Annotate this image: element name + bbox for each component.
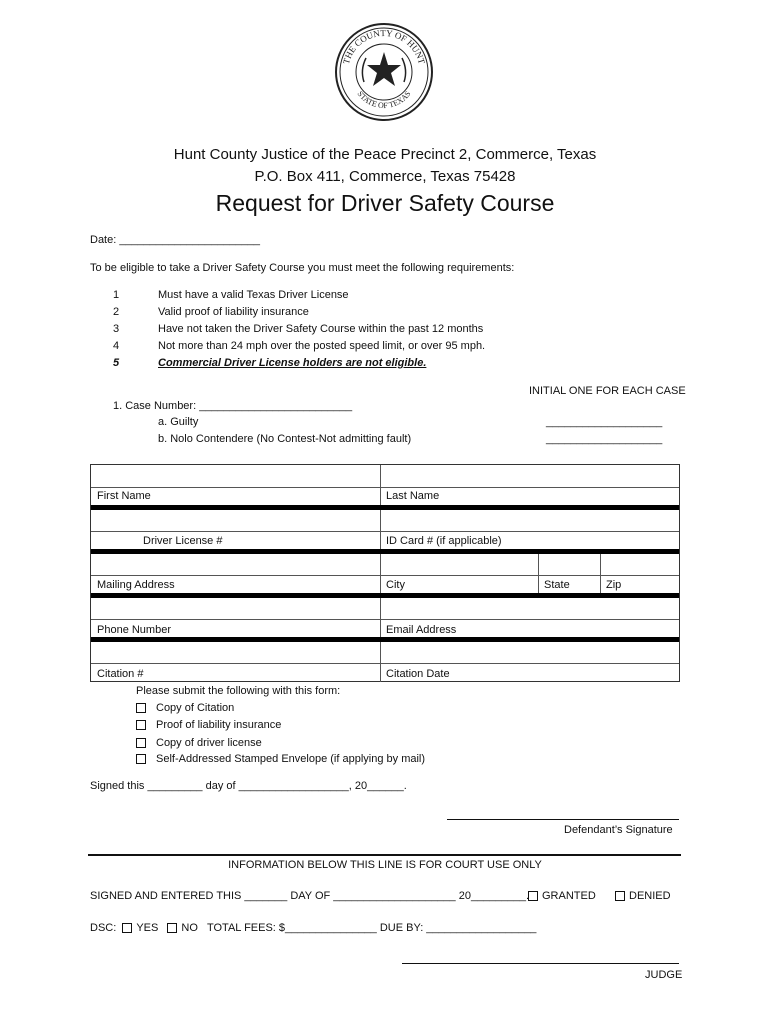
checkbox-icon[interactable] bbox=[136, 754, 146, 764]
granted-option: GRANTED bbox=[528, 890, 596, 902]
checkbox-icon[interactable] bbox=[136, 738, 146, 748]
checkbox-icon[interactable] bbox=[528, 891, 538, 901]
checklist-item: Copy of driver license bbox=[136, 737, 262, 749]
req-text: Commercial Driver License holders are not eligible. bbox=[158, 357, 427, 369]
mailing-address-label: Mailing Address bbox=[97, 579, 175, 591]
req-num: 4 bbox=[113, 340, 120, 352]
phone-label: Phone Number bbox=[97, 624, 171, 636]
court-use-heading: INFORMATION BELOW THIS LINE IS FOR COURT USE ONLY bbox=[228, 859, 542, 871]
req-num: 2 bbox=[113, 306, 120, 318]
id-card-label: ID Card # (if applicable) bbox=[386, 535, 502, 547]
checkbox-icon[interactable] bbox=[167, 923, 177, 933]
denied-option: DENIED bbox=[615, 890, 671, 902]
email-label: Email Address bbox=[386, 624, 457, 636]
driver-license-label: Driver License # bbox=[143, 535, 223, 547]
defendant-signature-label: Defendant’s Signature bbox=[564, 824, 673, 836]
city-label: City bbox=[386, 579, 405, 591]
judge-label: JUDGE bbox=[645, 969, 683, 981]
case-number-field[interactable]: 1. Case Number: _________________________ bbox=[113, 400, 353, 412]
req-text: Valid proof of liability insurance bbox=[158, 306, 309, 318]
zip-label: Zip bbox=[606, 579, 622, 591]
signed-entered-line[interactable]: SIGNED AND ENTERED THIS _______ DAY OF ____________________ 20_________. bbox=[90, 890, 530, 902]
checkbox-icon[interactable] bbox=[136, 703, 146, 713]
total-fees-field[interactable]: TOTAL FEES: $_______________ DUE BY: __________________ bbox=[206, 922, 537, 934]
svg-text:STATE OF TEXAS: STATE OF TEXAS bbox=[355, 89, 413, 111]
checklist-item: Copy of Citation bbox=[136, 702, 234, 714]
dsc-row: DSC: YES NO TOTAL FEES: $_______________ DUE BY: __________________ bbox=[90, 922, 537, 934]
checkbox-icon[interactable] bbox=[615, 891, 625, 901]
checkbox-icon[interactable] bbox=[122, 923, 132, 933]
nolo-option: b. Nolo Contendere (No Contest-Not admitting fault) bbox=[158, 433, 412, 445]
judge-signature-line[interactable] bbox=[402, 963, 679, 964]
req-text: Must have a valid Texas Driver License bbox=[158, 289, 349, 301]
county-seal-logo bbox=[334, 22, 434, 122]
guilty-option: a. Guilty bbox=[158, 416, 199, 428]
citation-date-label: Citation Date bbox=[386, 668, 450, 680]
req-text: Have not taken the Driver Safety Course within the past 12 months bbox=[158, 323, 484, 335]
checkbox-icon[interactable] bbox=[136, 720, 146, 730]
req-num: 1 bbox=[113, 289, 120, 301]
nolo-initial-field[interactable]: ___________________ bbox=[546, 433, 663, 445]
defendant-signature-line[interactable] bbox=[447, 819, 679, 820]
personal-info-table bbox=[90, 464, 680, 682]
court-name: Hunt County Justice of the Peace Precinct 2, Commerce, Texas bbox=[173, 146, 597, 163]
req-num: 5 bbox=[113, 357, 120, 369]
submit-heading: Please submit the following with this form: bbox=[136, 685, 341, 697]
page-title: Request for Driver Safety Course bbox=[215, 190, 555, 216]
citation-label: Citation # bbox=[97, 668, 144, 680]
first-name-label: First Name bbox=[97, 490, 151, 502]
initial-heading: INITIAL ONE FOR EACH CASE bbox=[529, 385, 686, 397]
court-address: P.O. Box 411, Commerce, Texas 75428 bbox=[254, 168, 516, 185]
req-text: Not more than 24 mph over the posted speed limit, or over 95 mph. bbox=[158, 340, 486, 352]
date-field[interactable]: Date: _______________________ bbox=[90, 234, 261, 246]
guilty-initial-field[interactable]: ___________________ bbox=[546, 416, 663, 428]
last-name-label: Last Name bbox=[386, 490, 440, 502]
svg-text:THE COUNTY OF HUNT: THE COUNTY OF HUNT bbox=[340, 27, 428, 66]
divider bbox=[88, 854, 681, 856]
checklist-item: Proof of liability insurance bbox=[136, 719, 281, 731]
req-num: 3 bbox=[113, 323, 120, 335]
intro-text: To be eligible to take a Driver Safety Course you must meet the following requirements: bbox=[90, 262, 515, 274]
signed-line[interactable]: Signed this _________ day of __________________, 20______. bbox=[90, 780, 407, 792]
checklist-item: Self-Addressed Stamped Envelope (if applying by mail) bbox=[136, 753, 425, 765]
state-label: State bbox=[544, 579, 570, 591]
